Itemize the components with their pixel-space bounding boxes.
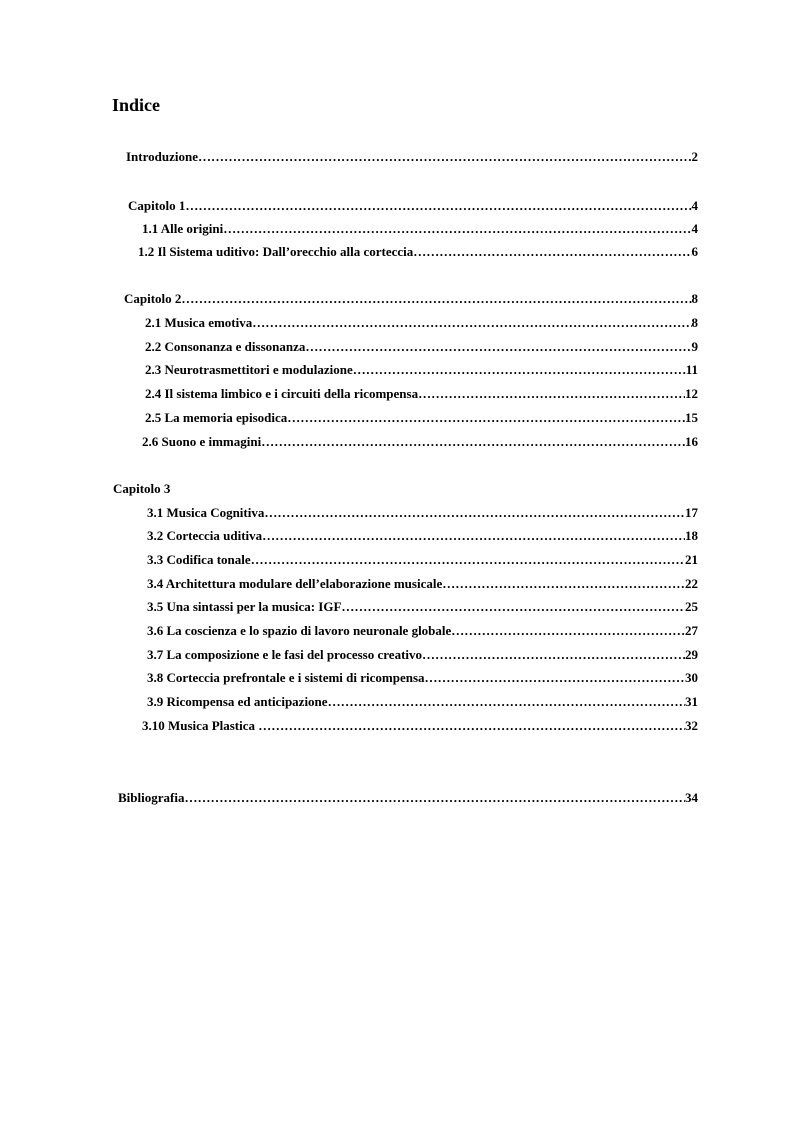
toc-entry-label: 3.3 Codifica tonale [147, 552, 251, 567]
toc-entry-page: 32 [685, 718, 698, 733]
toc-entry-label: 2.4 Il sistema limbico e i circuiti della ricompensa [145, 386, 419, 401]
toc-dot-leader [258, 717, 685, 735]
toc-entry-label: Capitolo 3 [113, 481, 171, 496]
toc-dot-leader [198, 148, 692, 166]
toc-entry-label: 2.3 Neurotrasmettitori e modulazione [145, 362, 353, 377]
toc-dot-leader [353, 361, 686, 379]
toc-entry-label: 3.7 La composizione e le fasi del processo creativo [147, 647, 423, 662]
toc-entry-3-10[interactable] [142, 717, 698, 735]
toc-entry-page: 21 [685, 552, 698, 567]
toc-entry-page: 17 [685, 505, 698, 520]
toc-entry-label: 2.2 Consonanza e dissonanza [145, 339, 306, 354]
toc-entry-2-2[interactable] [145, 338, 698, 356]
toc-dot-leader [305, 338, 691, 356]
toc-entry-label: 3.4 Architettura modulare dell’elaborazione musicale [147, 576, 443, 591]
toc-entry-page: 2 [691, 149, 698, 164]
toc-entry-1-1[interactable] [142, 220, 698, 238]
toc-dot-leader [451, 622, 685, 640]
toc-entry-page: 15 [685, 410, 698, 425]
toc-entry-page: 6 [691, 244, 698, 259]
toc-entry-3-5[interactable] [147, 598, 698, 616]
toc-entry-2-6[interactable] [142, 433, 698, 451]
toc-dot-leader [181, 290, 691, 308]
toc-entry-page: 4 [691, 221, 698, 236]
toc-dot-leader [422, 646, 685, 664]
toc-entry-label: Capitolo 2 [124, 291, 182, 306]
toc-entry-2-4[interactable] [145, 385, 698, 403]
toc-entry-2-5[interactable] [145, 409, 698, 427]
toc-entry-2-1[interactable] [145, 314, 698, 332]
toc-dot-leader [261, 433, 685, 451]
toc-entry-page: 27 [685, 623, 698, 638]
toc-entry-3-4[interactable] [147, 575, 698, 593]
toc-dot-leader [252, 314, 691, 332]
toc-dot-leader [425, 669, 685, 687]
toc-dot-leader [418, 385, 685, 403]
toc-entry-page: 9 [691, 339, 698, 354]
toc-entry-page: 30 [685, 670, 698, 685]
toc-entry-label: 2.5 La memoria episodica [145, 410, 288, 425]
toc-entry-label: 3.9 Ricompensa ed anticipazione [147, 694, 328, 709]
toc-entry-label: 2.1 Musica emotiva [145, 315, 253, 330]
toc-entry-label: Capitolo 1 [128, 198, 186, 213]
toc-entry-introduzione[interactable] [126, 148, 698, 166]
toc-entry-page: 22 [685, 576, 698, 591]
toc-entry-label: 3.5 Una sintassi per la musica: IGF [147, 599, 342, 614]
toc-entry-page: 25 [685, 599, 698, 614]
toc-dot-leader [251, 551, 685, 569]
toc-entry-page: 11 [685, 362, 698, 377]
toc-entry-label: 3.8 Corteccia prefrontale e i sistemi di ricompensa [147, 670, 425, 685]
toc-dot-leader [413, 243, 691, 261]
toc-entry-1-2[interactable] [138, 243, 698, 261]
toc-entry-label: 1.1 Alle origini [142, 221, 224, 236]
toc-dot-leader [184, 789, 685, 807]
toc-entry-page: 12 [685, 386, 698, 401]
toc-entry-label: Bibliografia [118, 790, 185, 805]
toc-entry-capitolo-3[interactable] [113, 480, 170, 498]
toc-entry-3-2[interactable] [147, 527, 698, 545]
toc-entry-page: 29 [685, 647, 698, 662]
toc-entry-page: 31 [685, 694, 698, 709]
toc-entry-capitolo-2[interactable] [124, 290, 698, 308]
toc-dot-leader [185, 197, 691, 215]
toc-dot-leader [262, 527, 685, 545]
toc-entry-label: 3.10 Musica Plastica [142, 718, 259, 733]
toc-dot-leader [341, 598, 685, 616]
toc-dot-leader [223, 220, 691, 238]
toc-entry-bibliografia[interactable] [118, 789, 698, 807]
toc-entry-page: 8 [691, 291, 698, 306]
toc-entry-3-1[interactable] [147, 504, 698, 522]
toc-dot-leader [264, 504, 685, 522]
toc-dot-leader [442, 575, 685, 593]
toc-entry-3-9[interactable] [147, 693, 698, 711]
toc-entry-capitolo-1[interactable] [128, 197, 698, 215]
toc-entry-page: 34 [685, 790, 698, 805]
toc-entry-page: 16 [685, 434, 698, 449]
toc-entry-page: 18 [685, 528, 698, 543]
toc-entry-label: 3.1 Musica Cognitiva [147, 505, 265, 520]
toc-entry-page: 8 [691, 315, 698, 330]
toc-entry-3-3[interactable] [147, 551, 698, 569]
toc-entry-3-8[interactable] [147, 669, 698, 687]
toc-entry-label: Introduzione [126, 149, 198, 164]
toc-title: Indice [112, 95, 161, 115]
toc-entry-label: 3.6 La coscienza e lo spazio di lavoro neuronale globale [147, 623, 452, 638]
toc-entry-page: 4 [691, 198, 698, 213]
toc-entry-label: 2.6 Suono e immagini [142, 434, 262, 449]
toc-entry-3-6[interactable] [147, 622, 698, 640]
toc-entry-label: 3.2 Corteccia uditiva [147, 528, 263, 543]
toc-dot-leader [328, 693, 685, 711]
toc-entry-2-3[interactable] [145, 361, 698, 379]
toc-entry-3-7[interactable] [147, 646, 698, 664]
toc-entry-label: 1.2 Il Sistema uditivo: Dall’orecchio alla corteccia [138, 244, 414, 259]
toc-dot-leader [287, 409, 685, 427]
